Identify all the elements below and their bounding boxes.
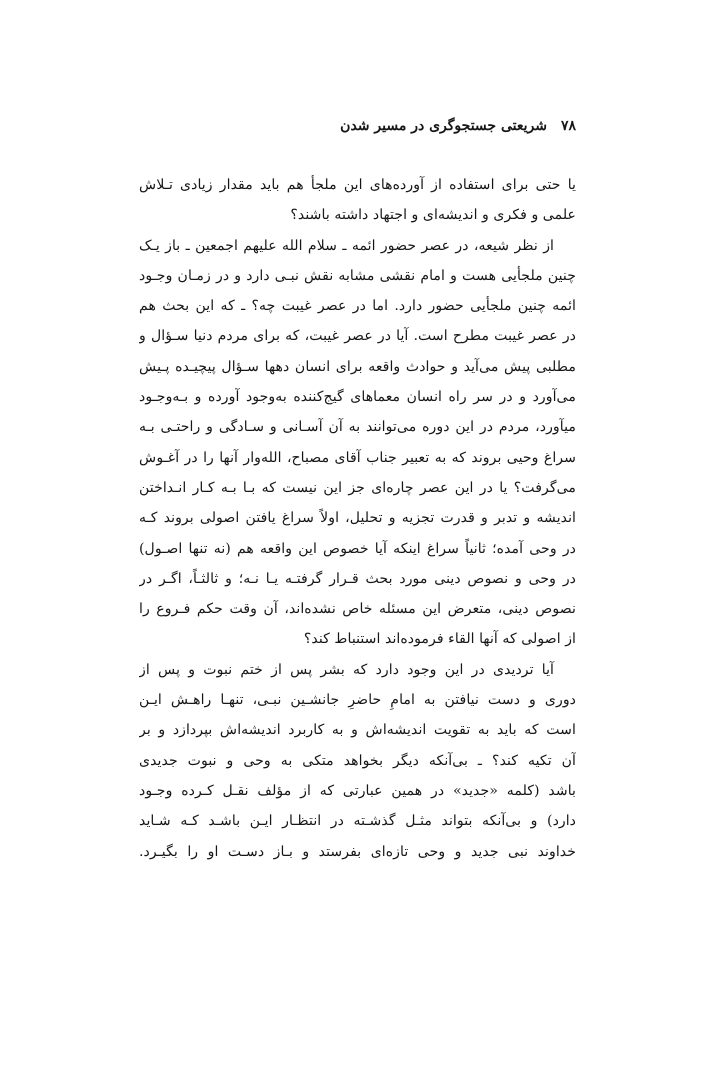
text-line: دوری و دست نیافتن به امامِ حاضرِ جانشـین نبـی، تنهـا راهـش ایـن (139, 692, 576, 709)
running-header-title: شریعتی جستجوگری در مسیر شدن (340, 118, 547, 134)
text-line: دارد) و بی‌آنکه بتواند مثـل گذشـته در انتظـار ایـن باشـد کـه شـاید (139, 813, 576, 830)
text-line: از نظر شیعه، در عصر حضور ائمه ـ سلام الله علیهم اجمعین ـ باز یـک (139, 237, 554, 254)
page-number: ۷۸ (560, 118, 576, 134)
text-line: یا حتی برای استفاده از آورده‌های این ملجأ هم باید مقدار زیادی تـلاش (139, 177, 576, 193)
text-line: در عصر غیبت مطرح است. آیا در عصر غیبت، که برای مردم دنیا سـؤال و (139, 328, 576, 345)
text-line: میآورد، مردم در این دوره می‌توانند به آن آسـانی و سـادگی و راحتـی بـه (139, 419, 576, 436)
text-line: چنین ملجأیی هست و امام نقشی مشابه نقش نبـی دارد و در زمـان وجـود (139, 267, 576, 284)
text-line: خداوند نبی جدید و وحی تازه‌ای بفرستد و بـاز دسـت او را بگیـرد. (139, 843, 576, 860)
text-line: آن تکیه کند؟ ـ بی‌آنکه دیگر بخواهد متکی به وحی و نبوت جدیدی (139, 752, 576, 769)
text-line: می‌گرفت؟ یا در این عصر چاره‌ای جز این نیست که بـا بـه کـار انـداختن (139, 479, 576, 496)
running-header (139, 118, 576, 142)
text-line: نصوص دینی، متعرض این مسئله خاص نشده‌اند، آن وقت حکم فـروع را (139, 601, 576, 618)
text-line: در وحی آمده؛ ثانیاً سراغ اینکه آیا خصوص این واقعه هم (نه تنها اصـول) (139, 540, 576, 557)
text-line: علمی و فکری و اندیشه‌ای و اجتهاد داشته باشند؟ (290, 207, 576, 224)
text-line: ائمه چنین ملجأیی حضور دارد. اما در عصر غیبت چه؟ ـ که این بحث هم (139, 298, 576, 315)
text-line: سراغ وحیی بروند که به تعبیر جناب آقای مصباح، الله‌وار آنها را در آغـوش (139, 449, 576, 466)
text-line: در وحی و نصوص دینی مورد بحث قـرار گرفتـه یـا نـه؛ و ثالثـاً، اگـر در (139, 570, 576, 587)
text-line: مطلبی پیش می‌آید و حوادث واقعه برای انسان دهها سـؤال پیچیـده پـیش (139, 358, 576, 375)
text-line: می‌آورد و در سر راه انسان معماهای گیج‌کننده به‌وجود آورده و بـه‌وجـود (139, 389, 576, 406)
body-text (139, 170, 576, 867)
text-line: است که باید به تقویت اندیشه‌اش و به کاربرد اندیشه‌اش بپردازد و بر (139, 722, 576, 739)
text-line: اندیشه و تدبر و قدرت تجزیه و تحلیل، اولاً سراغ یافتن اصولی بروند کـه (139, 510, 576, 527)
text-line: از اصولی که آنها القاء فرموده‌اند استنباط کند؟ (303, 631, 576, 648)
text-line: آیا تردیدی در این وجود دارد که بشر پس از ختم نبوت و پس از (139, 661, 554, 678)
text-line: باشد (کلمه «جدید» در همین عبارتی که از مؤلف نقـل کـرده وجـود (139, 782, 576, 799)
